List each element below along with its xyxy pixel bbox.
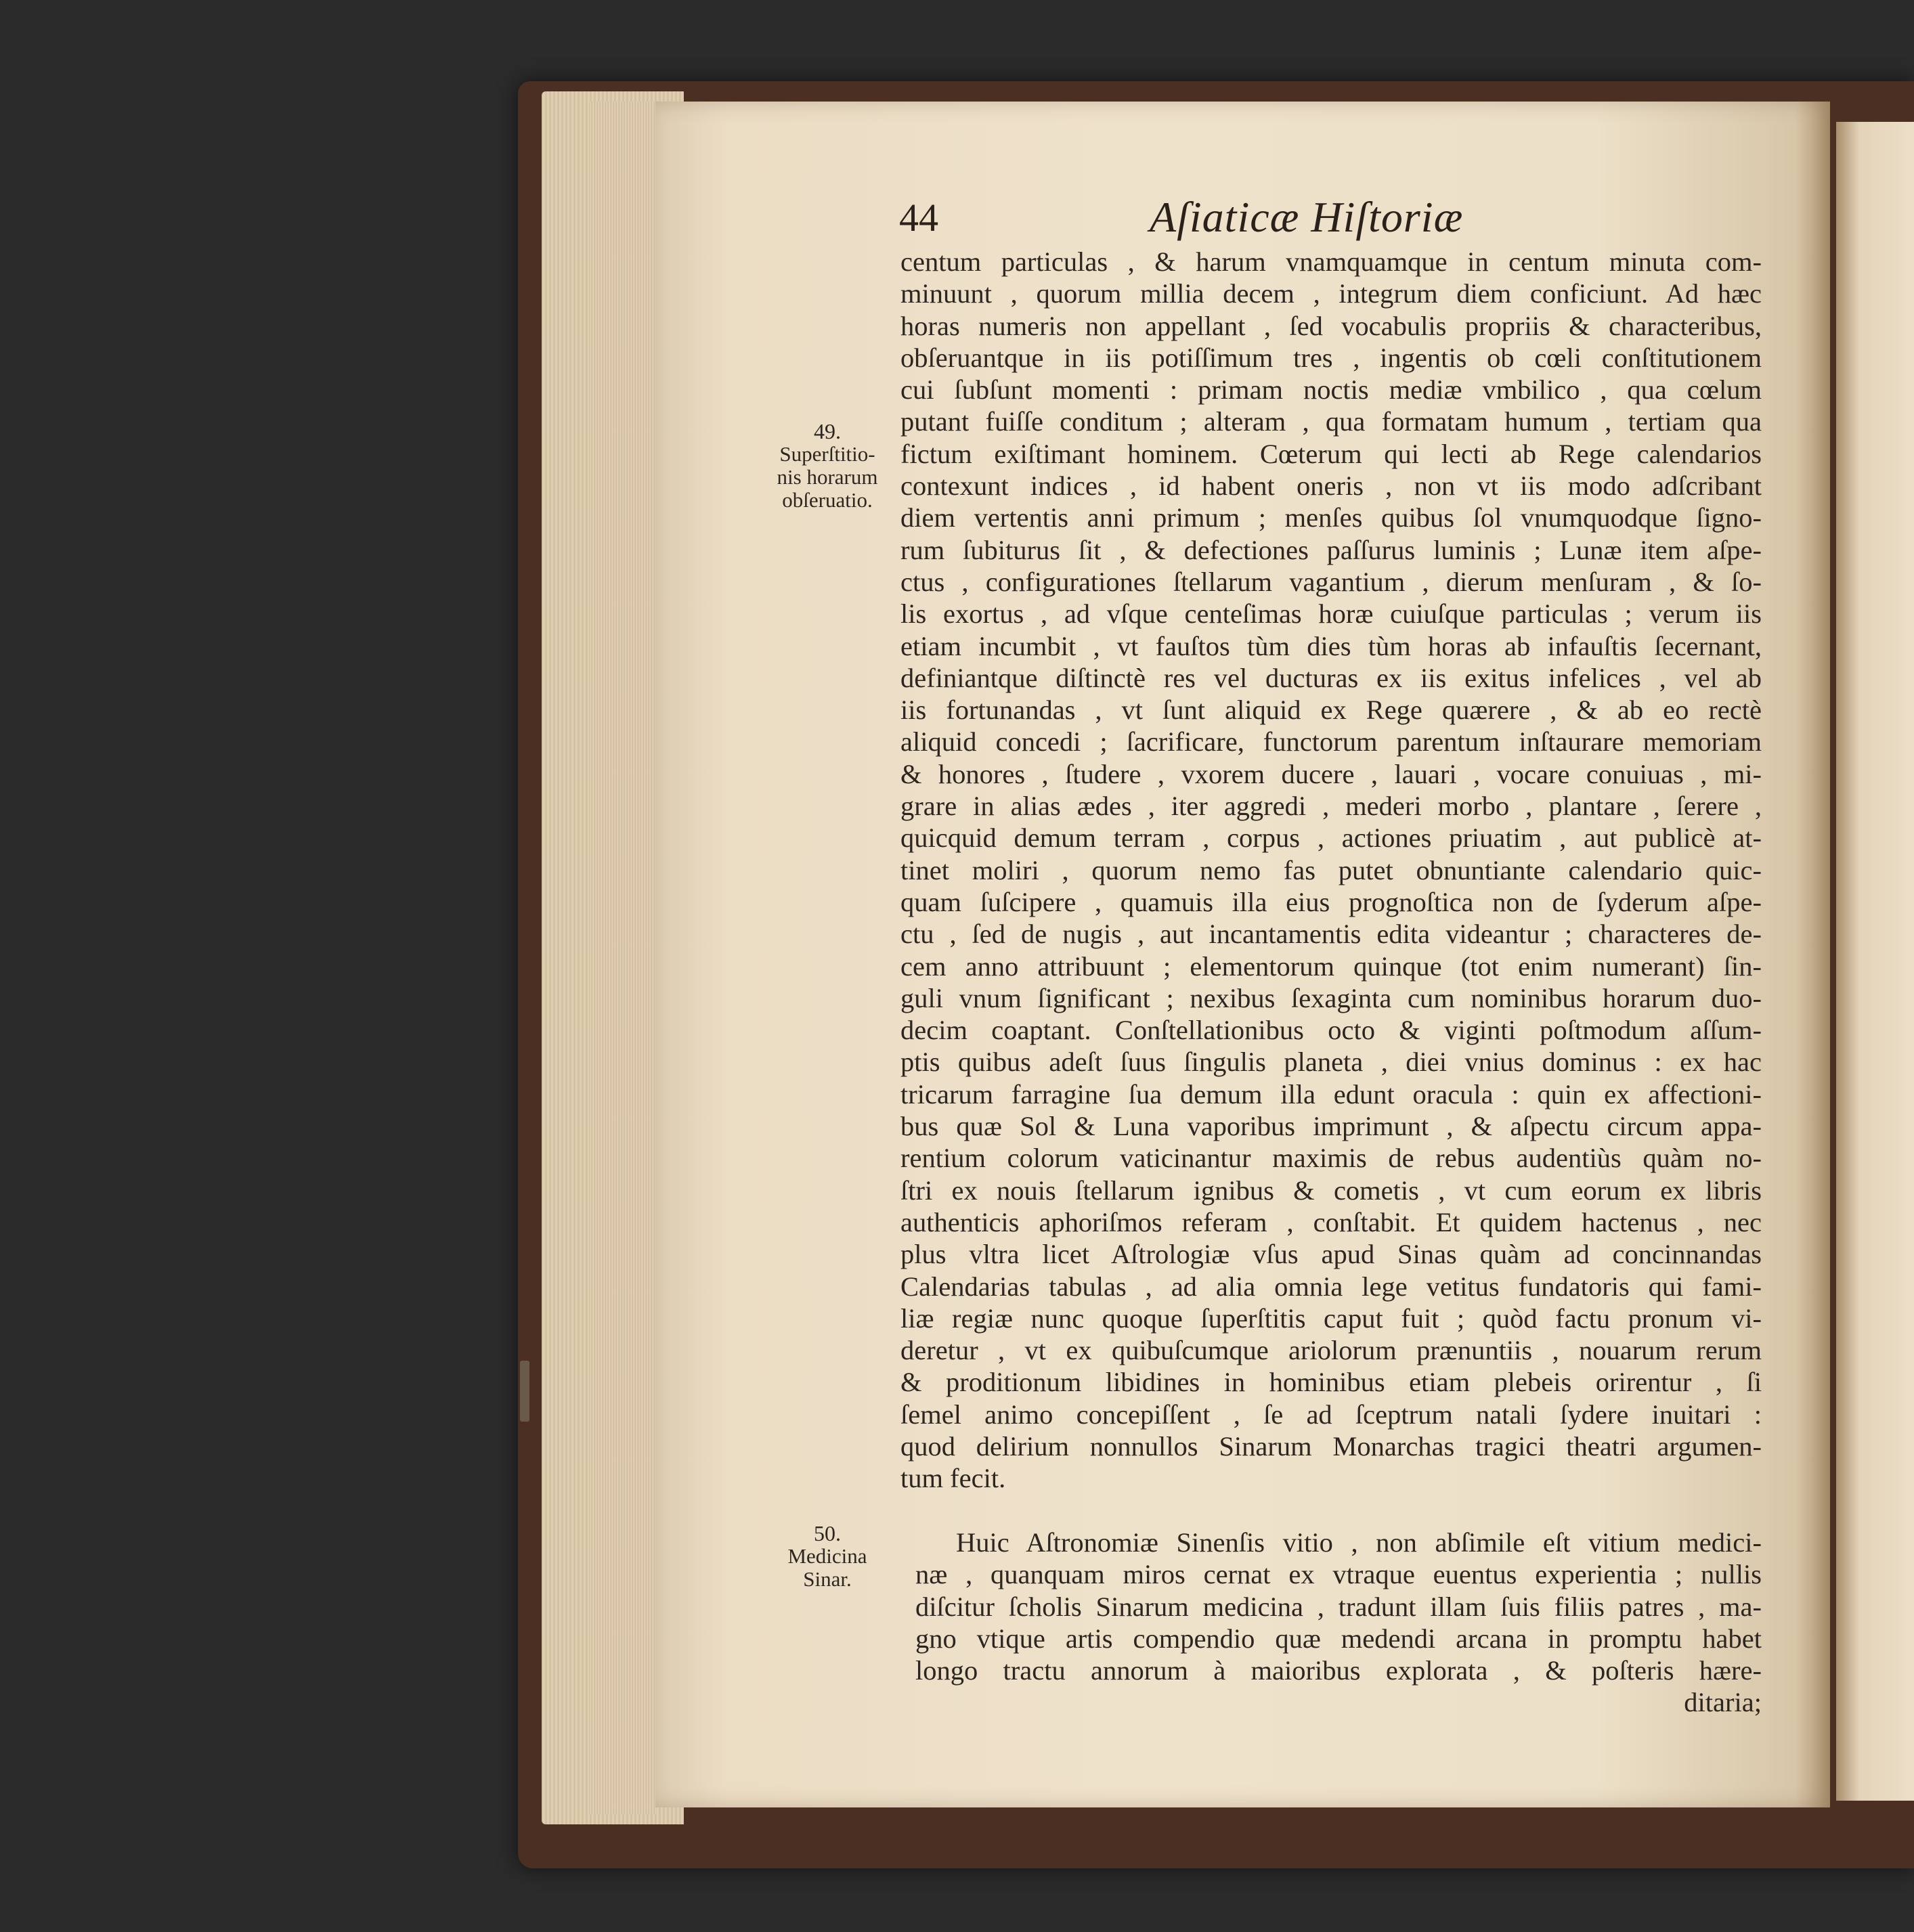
- margin-note-line: Superſtitio-: [779, 442, 875, 466]
- text-line: cem anno attribuunt ; elementorum quinque (tot enim numerant) ſin-: [900, 950, 1762, 982]
- text-line: tricarum farragine ſua demum illa edunt oracula : quin ex affectioni-: [900, 1078, 1762, 1110]
- text-line: ctus , configurationes ſtellarum vagantium , dierum menſuram , & ſo-: [900, 566, 1762, 597]
- text-line: Huic Aſtronomiæ Sinenſis vitio , non abſimile eſt vitium medici-: [956, 1527, 1762, 1558]
- text-line: ſemel animo concepiſſent , ſe ad ſceptrum natali ſydere inuitari :: [900, 1399, 1762, 1430]
- text-line: ſtri ex nouis ſtellarum ignibus & cometis , vt cum eorum ex libris: [900, 1174, 1762, 1206]
- text-line: obſeruantque in iis potiſſimum tres , ingentis ob cœli conſtitutionem: [900, 342, 1762, 373]
- text-line: liæ regiæ nunc quoque ſuperſtitis caput fuit ; quòd factu pronum vi-: [900, 1302, 1762, 1334]
- text-line: diem vertentis anni primum ; menſes quibus ſol vnumquodque ſigno-: [900, 502, 1762, 533]
- body-text: [900, 246, 1762, 1495]
- text-line: tinet moliri , quorum nemo fas putet obnuntiante calendario quic-: [900, 854, 1762, 885]
- text-line: quicquid demum terram , corpus , actiones priuatim , aut publicè at-: [900, 822, 1762, 854]
- margin-note-50: [753, 1522, 902, 1591]
- margin-note-number: 50.: [814, 1521, 841, 1545]
- text-line: aliquid concedi ; ſacrificare, functorum parentum inſtaurare memoriam: [900, 726, 1762, 758]
- text-line: iis fortunandas , vt ſunt aliquid ex Rege quærere , & ab eo rectè: [900, 695, 1762, 726]
- text-line: rum ſubiturus ſit , & defectiones paſſurus luminis ; Lunæ item aſpe-: [900, 534, 1762, 565]
- text-line: & proditionum libidines in hominibus etiam plebeis orirentur , ſi: [900, 1367, 1762, 1398]
- page-header: [899, 195, 1772, 244]
- running-head: Aſiaticæ Hiſtoriæ: [1150, 193, 1464, 241]
- clasp: [520, 1361, 529, 1422]
- text-line: næ , quanquam miros cernat ex vtraque euentus experientia ; nullis: [915, 1559, 1762, 1590]
- margin-note-line: obſeruatio.: [782, 488, 873, 512]
- text-line: deretur , vt ex quibuſcumque ariolorum prænuntiis , nouarum rerum: [900, 1335, 1762, 1366]
- margin-note-line: nis horarum: [777, 465, 878, 489]
- page-edges: [589, 102, 657, 1814]
- margin-note-49: [753, 420, 902, 512]
- text-line: decim coaptant. Conſtellationibus octo & viginti poſtmodum aſſum-: [900, 1015, 1762, 1046]
- text-line: fictum exiſtimant hominem. Cœterum qui lecti ab Rege calendarios: [900, 438, 1762, 469]
- text-line: gno vtique artis compendio quæ medendi arcana in promptu habet: [915, 1623, 1762, 1654]
- margin-note-number: 49.: [814, 419, 841, 443]
- text-line: authenticis aphoriſmos referam , conſtabit. Et quidem hactenus , nec: [900, 1206, 1762, 1237]
- text-line: quod delirium nonnullos Sinarum Monarchas tragici theatri argumen-: [900, 1430, 1762, 1462]
- text-line: ctu , ſed de nugis , aut incantamentis edita videantur ; characteres de-: [900, 919, 1762, 950]
- text-line: Calendarias tabulas , ad alia omnia lege vetitus fundatoris qui fami-: [900, 1271, 1762, 1302]
- text-line: putant fuiſſe conditum ; alteram , qua formatam humum , tertiam qua: [900, 406, 1762, 437]
- text-line: lis exortus , ad vſque centeſimas horæ cuiuſque particulas ; verum iis: [900, 598, 1762, 630]
- text-line: ptis quibus adeſt ſuus ſingulis planeta , diei vnius dominus : ex hac: [900, 1047, 1762, 1078]
- margin-note-line: Medicina: [787, 1544, 867, 1568]
- text-line: plus vltra licet Aſtrologiæ vſus apud Sinas quàm ad concinnandas: [900, 1239, 1762, 1270]
- text-line: quam ſuſcipere , quamuis illa eius prognoſtica non de ſyderum aſpe-: [900, 886, 1762, 917]
- section-50-text: [915, 1527, 1762, 1719]
- text-line: guli vnum ſignificant ; nexibus ſexaginta cum nominibus horarum duo-: [900, 982, 1762, 1013]
- text-line: definiantque diſtinctè res vel ducturas ex iis exitus infelices , vel ab: [900, 662, 1762, 693]
- text-line: centum particulas , & harum vnamquamque in centum minuta com-: [900, 246, 1762, 277]
- text-line: cui ſubſunt momenti : primam noctis mediæ vmbilico , qua cœlum: [900, 374, 1762, 405]
- page-number: 44: [899, 196, 938, 240]
- margin-note-line: Sinar.: [803, 1567, 852, 1591]
- text-line: tum fecit.: [900, 1463, 1006, 1494]
- text-line: ditaria;: [1684, 1687, 1762, 1718]
- text-line: etiam incumbit , vt fauſtos tùm dies tùm horas ab infauſtis ſecernant,: [900, 630, 1762, 661]
- text-line: contexunt indices , id habent oneris , non vt iis modo adſcribant: [900, 470, 1762, 502]
- text-line: diſcitur ſcholis Sinarum medicina , tradunt illam ſuis filiis patres , ma-: [915, 1591, 1762, 1622]
- text-line: grare in alias ædes , iter aggredi , mederi morbo , plantare , ſerere ,: [900, 791, 1762, 822]
- text-line: bus quæ Sol & Luna vaporibus imprimunt , & aſpectu circum appa-: [900, 1111, 1762, 1142]
- facing-page: [1836, 122, 1914, 1801]
- text-line: rentium colorum vaticinantur maximis de rebus audentiùs quàm no-: [900, 1143, 1762, 1174]
- text-line: & honores , ſtudere , vxorem ducere , lauari , vocare conuiuas , mi-: [900, 758, 1762, 789]
- text-line: longo tractu annorum à maioribus explorata , & poſteris hære-: [915, 1655, 1762, 1686]
- text-line: horas numeris non appellant , ſed vocabulis propriis & characteribus,: [900, 310, 1762, 341]
- text-line: minuunt , quorum millia decem , integrum diem conficiunt. Ad hæc: [900, 278, 1762, 309]
